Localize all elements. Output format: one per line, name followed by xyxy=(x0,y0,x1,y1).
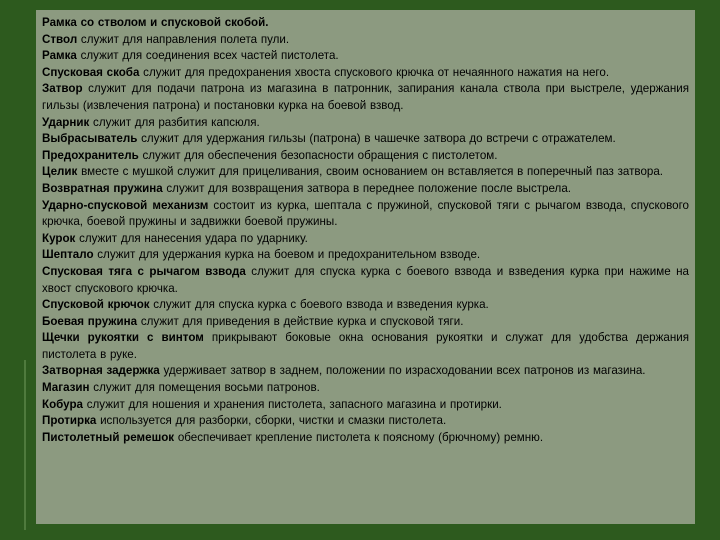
paragraph-mainspring xyxy=(42,314,689,331)
term: Возвратная пружина xyxy=(42,181,163,195)
term: Ударно-спусковой механизм xyxy=(42,198,209,212)
description: служит для направления полета пули. xyxy=(77,32,290,46)
description: служит для ношения и хранения пистолета, запасного магазина и протирки. xyxy=(83,397,502,411)
description: обеспечивает крепление пистолета к поясному (брючному) ремню. xyxy=(174,430,544,444)
description: состоит из курка, шептала с пружиной, спусковой тяги с рычагом взвода, спускового крючка, боевой пружины и задвижки боевой пружины. xyxy=(42,198,689,229)
paragraph-holster xyxy=(42,397,689,414)
description: используется для разборки, сборки, чистки и смазки пистолета. xyxy=(96,414,447,428)
description: служит для предохранения хвоста спускового крючка от нечаянного нажатия на него. xyxy=(139,65,610,79)
paragraph-barrel xyxy=(42,32,689,49)
paragraph-sear xyxy=(42,247,689,264)
paragraph-recoil-spring xyxy=(42,181,689,198)
term: Затвор xyxy=(42,82,83,96)
term: Щечки рукоятки с винтом xyxy=(42,331,204,345)
paragraph-safety xyxy=(42,148,689,165)
paragraph-extractor xyxy=(42,131,689,148)
term: Ударник xyxy=(42,115,90,129)
description: служит для возвращения затвора в переднее положение после выстрела. xyxy=(162,181,571,195)
term: Пистолетный ремешок xyxy=(42,430,175,444)
paragraph-magazine xyxy=(42,380,689,397)
description: служит для удержания курка на боевом и предохранительном взводе. xyxy=(93,248,481,262)
term: Спусковая тяга с рычагом взвода xyxy=(42,264,246,278)
paragraph-lanyard xyxy=(42,430,689,447)
description: служит для разбития капсюля. xyxy=(89,115,260,129)
paragraph-slide-stop xyxy=(42,363,689,380)
text-panel xyxy=(36,10,695,524)
paragraph-cleaning-rod xyxy=(42,413,689,430)
term: Ствол xyxy=(42,32,78,46)
paragraph-frame-heading xyxy=(42,15,689,32)
description: служит для помещения восьми патронов. xyxy=(89,381,320,395)
description: служит для соединения всех частей пистолета. xyxy=(76,49,339,63)
paragraph-trigger-guard xyxy=(42,65,689,82)
paragraph-firing-pin xyxy=(42,115,689,132)
description: служит для обеспечения безопасности обращения с пистолетом. xyxy=(138,148,498,162)
term: Кобура xyxy=(42,397,83,411)
term: Спусковая скоба xyxy=(42,65,140,79)
paragraph-trigger-bar xyxy=(42,264,689,297)
paragraph-slide xyxy=(42,81,689,114)
paragraph-trigger xyxy=(42,297,689,314)
paragraph-hammer xyxy=(42,231,689,248)
term: Целик xyxy=(42,165,78,179)
term: Курок xyxy=(42,231,76,245)
description: служит для нанесения удара по ударнику. xyxy=(75,231,308,245)
paragraph-rear-sight xyxy=(42,164,689,181)
term: Шептало xyxy=(42,248,94,262)
description: служит для приведения в действие курка и спусковой тяги. xyxy=(137,314,464,328)
paragraph-firing-mechanism xyxy=(42,198,689,231)
term: Спусковой крючок xyxy=(42,298,150,312)
term: Выбрасыватель xyxy=(42,132,138,146)
term: Протирка xyxy=(42,414,97,428)
term: Рамка xyxy=(42,49,77,63)
description: служит для удержания гильзы (патрона) в чашечке затвора до встречи с отражателем. xyxy=(137,132,616,146)
decorative-side-line xyxy=(24,360,26,530)
term: Магазин xyxy=(42,381,90,395)
paragraph-frame xyxy=(42,48,689,65)
term: Боевая пружина xyxy=(42,314,138,328)
paragraph-grip-panels xyxy=(42,330,689,363)
term: Затворная задержка xyxy=(42,364,160,378)
description: вместе с мушкой служит для прицеливания, своим основанием он вставляется в поперечный паз затвора. xyxy=(77,165,664,179)
description: удерживает затвор в заднем, положении по израсходовании всех патронов из магазина. xyxy=(159,364,646,378)
term: Рамка со стволом и спусковой скобой. xyxy=(42,16,269,29)
description: служит для спуска курка с боевого взвода и взведения курка. xyxy=(149,298,489,312)
description: прикрывают боковые окна основания рукоятки и служат для удобства держания пистолета в руке. xyxy=(42,331,689,361)
description: служит для спуска курка с боевого взвода и взведения курка при нажиме на хвост спускового крючка. xyxy=(42,264,690,295)
term: Предохранитель xyxy=(42,148,139,162)
description: служит для подачи патрона из магазина в патронник, запирания канала ствола при выстреле, удержания гильзы (извлечения патрона) и постановки курка на боевой взвод. xyxy=(42,82,689,112)
